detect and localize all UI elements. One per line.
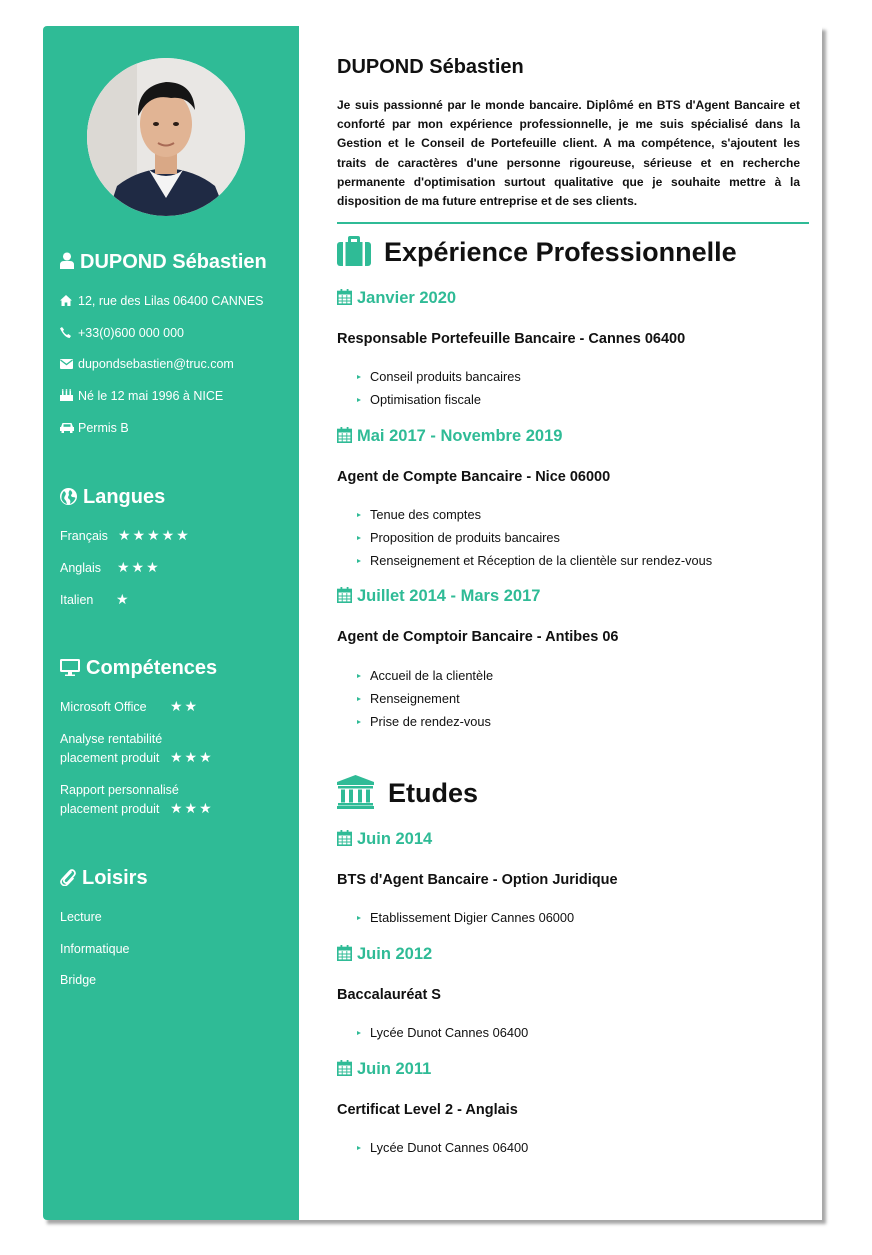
contact-email	[60, 357, 234, 372]
contact-license	[60, 421, 129, 436]
experience-date	[337, 427, 562, 448]
home-icon	[60, 295, 74, 309]
sidebar-name-text: DUPOND Sébastien	[80, 251, 267, 273]
skill-row	[60, 700, 147, 714]
hobby-label: Informatique	[60, 942, 130, 956]
globe-icon	[60, 488, 77, 511]
education-bullet: Lycée Dunot Cannes 06400	[357, 1140, 528, 1155]
profile-photo	[87, 58, 245, 216]
skills-title: Compétences	[86, 657, 218, 679]
hobby-label: Lecture	[60, 910, 102, 924]
education-title-entry: BTS d'Agent Bancaire - Option Juridique	[337, 872, 618, 888]
calendar-icon	[337, 830, 352, 851]
skill-stars: ★★★	[170, 749, 214, 765]
birthday-cake-icon	[60, 389, 74, 404]
calendar-icon	[337, 427, 352, 448]
experience-bullet: Prise de rendez-vous	[357, 714, 491, 729]
language-label: Italien	[60, 593, 94, 607]
experience-date	[337, 587, 540, 608]
education-bullet: Lycée Dunot Cannes 06400	[357, 1025, 528, 1040]
skill-row	[60, 802, 159, 816]
experience-bullet: Tenue des comptes	[357, 507, 481, 522]
skill-row	[60, 751, 159, 765]
experience-title: Expérience Professionnelle	[384, 237, 737, 267]
skill-row	[60, 783, 179, 797]
languages-heading	[60, 486, 165, 511]
contact-birth-text: Né le 12 mai 1996 à NICE	[78, 389, 224, 403]
education-title-entry: Baccalauréat S	[337, 987, 441, 1003]
experience-date	[337, 289, 456, 310]
experience-bullet: Conseil produits bancaires	[357, 369, 521, 384]
education-title-entry: Certificat Level 2 - Anglais	[337, 1102, 518, 1118]
calendar-icon	[337, 945, 352, 966]
paperclip-icon	[60, 868, 76, 892]
main-content	[299, 26, 822, 1220]
education-date-text: Juin 2014	[357, 830, 433, 848]
language-row	[60, 561, 101, 575]
skill-row	[60, 732, 162, 746]
hobby-item	[60, 973, 96, 987]
experience-job-title: Agent de Compte Bancaire - Nice 06000	[337, 469, 611, 485]
education-date	[337, 945, 432, 966]
hobby-item	[60, 910, 102, 924]
language-row	[60, 529, 108, 543]
contact-address	[60, 294, 264, 309]
calendar-icon	[337, 1060, 352, 1081]
calendar-icon	[337, 289, 352, 310]
contact-address-text: 12, rue des Lilas 06400 CANNES	[78, 294, 264, 308]
contact-license-text: Permis B	[78, 421, 129, 435]
resume-page	[43, 26, 822, 1220]
university-icon	[337, 775, 374, 814]
sidebar-name	[60, 251, 267, 275]
experience-date-text: Juillet 2014 - Mars 2017	[357, 587, 541, 605]
skill-stars: ★★	[170, 698, 200, 714]
experience-date-text: Mai 2017 - Novembre 2019	[357, 427, 563, 445]
intro-paragraph: Je suis passionné par le monde bancaire. Diplômé en BTS d'Agent Bancaire et conforté par mon expérience professionnelle, je me suis spécialisé dans la Gestion et le Conseil de Portefeuille client. A ma compétence, s'ajoutent les traits de caractères d'une personne rigoureuse, sérieuse et en recherche permanente d'optimisation surtout qualitative que je souhaite mettre à la disposition de ma future entreprise et de ses clients.	[337, 98, 800, 209]
user-icon	[60, 252, 74, 275]
experience-bullet: Renseignement	[357, 691, 460, 706]
language-label: Anglais	[60, 561, 101, 575]
sidebar	[43, 26, 299, 1220]
education-bullet: Etablissement Digier Cannes 06000	[357, 910, 574, 925]
skill-label: placement produit	[60, 802, 160, 816]
envelope-icon	[60, 358, 74, 372]
calendar-icon	[337, 587, 352, 608]
education-date	[337, 1060, 431, 1081]
language-label: Français	[60, 529, 108, 543]
skill-label: placement produit	[60, 751, 160, 765]
skill-label: Microsoft Office	[60, 700, 147, 714]
education-date-text: Juin 2012	[357, 945, 433, 963]
phone-icon	[60, 327, 74, 341]
education-date	[337, 830, 432, 851]
skill-label: Rapport personnalisé	[60, 783, 179, 797]
skill-stars: ★★★	[170, 800, 214, 816]
hobbies-heading	[60, 867, 148, 892]
languages-title: Langues	[83, 486, 166, 508]
education-title: Etudes	[388, 778, 479, 808]
skill-label: Analyse rentabilité	[60, 732, 163, 746]
skills-heading	[60, 657, 217, 682]
contact-birth	[60, 389, 223, 404]
experience-job-title: Responsable Portefeuille Bancaire - Cannes 06400	[337, 331, 686, 347]
experience-bullet: Renseignement et Réception de la clientèle sur rendez-vous	[357, 553, 712, 568]
experience-job-title: Agent de Comptoir Bancaire - Antibes 06	[337, 629, 619, 645]
desktop-icon	[60, 659, 80, 682]
hobby-label: Bridge	[60, 973, 97, 987]
hobby-item	[60, 942, 129, 956]
contact-phone-text: +33(0)600 000 000	[78, 326, 184, 340]
main-name: DUPOND Sébastien	[337, 56, 524, 78]
car-icon	[60, 422, 74, 436]
contact-phone	[60, 326, 184, 341]
experience-bullet: Accueil de la clientèle	[357, 668, 493, 683]
divider	[337, 222, 809, 224]
experience-bullet: Optimisation fiscale	[357, 392, 481, 407]
education-date-text: Juin 2011	[357, 1060, 432, 1078]
experience-bullet: Proposition de produits bancaires	[357, 530, 560, 545]
briefcase-icon	[337, 236, 371, 271]
language-stars: ★★★	[117, 559, 161, 575]
contact-email-text: dupondsebastien@truc.com	[78, 357, 234, 371]
language-stars: ★★★★★	[118, 527, 191, 543]
language-row	[60, 593, 93, 607]
hobbies-title: Loisirs	[82, 867, 148, 889]
language-stars: ★	[116, 591, 131, 607]
experience-date-text: Janvier 2020	[357, 289, 457, 307]
